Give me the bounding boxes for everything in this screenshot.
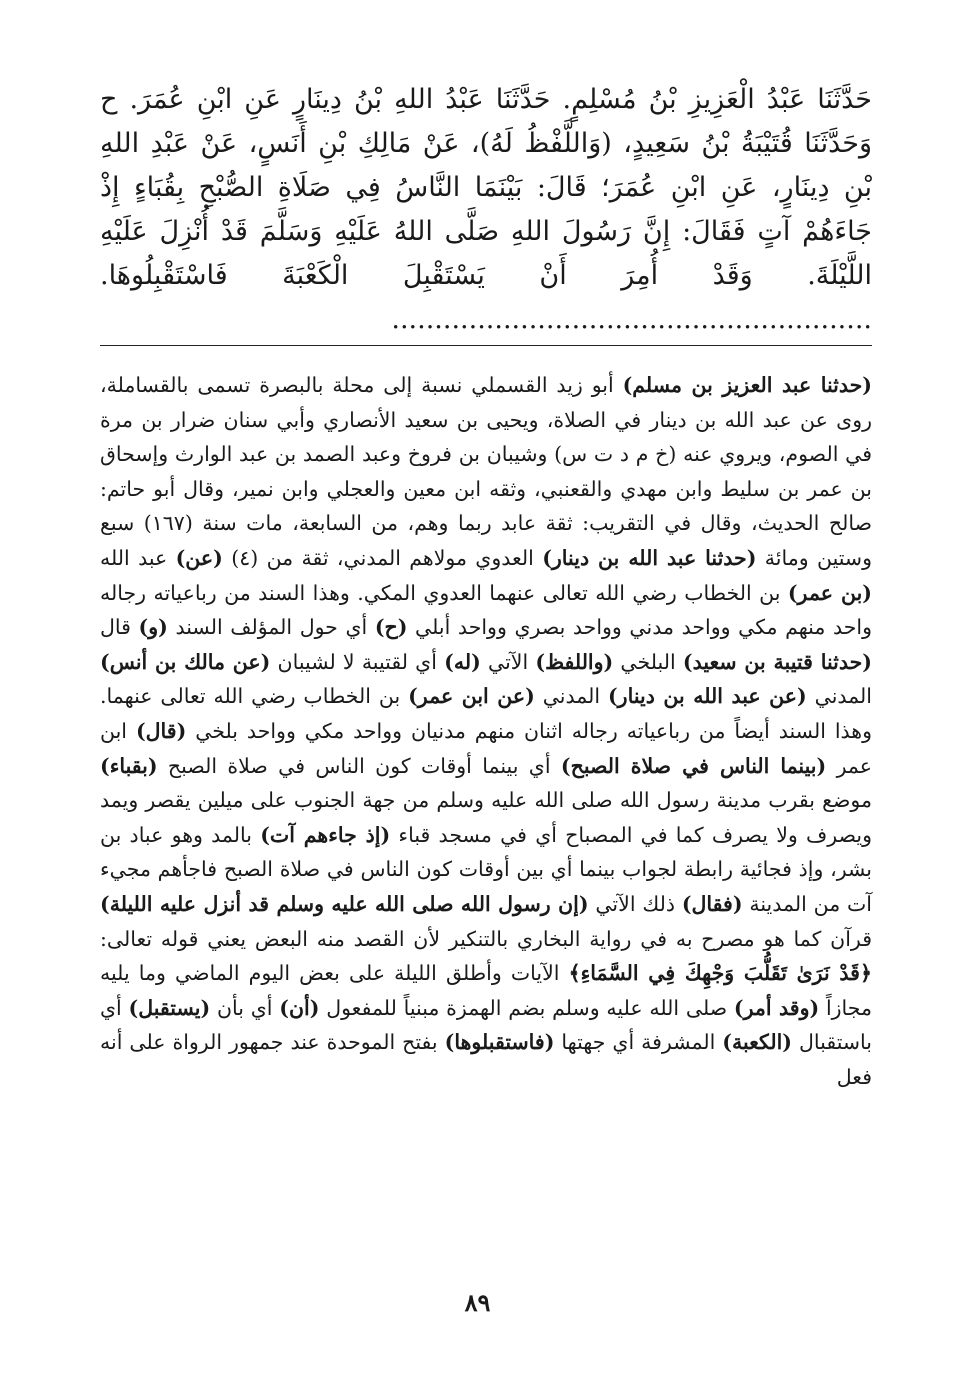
commentary-segment: صلى الله عليه وسلم بضم الهمزة مبنياً للمفعول bbox=[319, 995, 734, 1020]
commentary-bold-term: (بقباء) bbox=[100, 753, 158, 778]
commentary-bold-term: ﴿قَدْ نَرَىٰ تَقَلُّبَ وَجْهِكَ فِي السَّمَاءِ﴾ bbox=[568, 961, 872, 986]
commentary-bold-term: (الكعبة) bbox=[722, 1030, 793, 1055]
commentary-segment: قرآن كما هو مصرح به في رواية البخاري بالتنكير لأن القصد منه البعض يعني قوله تعالى: bbox=[100, 926, 872, 951]
commentary-bold-term: (إذ جاءهم آت) bbox=[260, 822, 391, 847]
page-number: ٨٩ bbox=[464, 1288, 491, 1317]
commentary-bold-term: (عن عبد الله بن دينار) bbox=[607, 684, 807, 709]
commentary-segment: أبو زيد القسملي نسبة إلى محلة بالبصرة تسمى بالقساملة، روى عن عبد الله بن دينار في الصلاة، ويحيى بن سعيد الأنصاري وأبي سنان ضرار بن مرة في الصوم، ويروي عنه (خ م د ت س) وشيبان بن فروخ وعبد الصمد بن عبد الوارث وإسحاق بن عمر بن سليط وابن مهدي والقعنبي، وثقه ابن معين والعجلي وابن نمير، وقال أبو حاتم: صالح الحديث، وقال في التقريب: ثقة عابد ربما وهم، من السابعة، مات سنة (١٦٧) سبع وستين ومائة bbox=[100, 373, 873, 570]
commentary-segment: الآيات وأطلق الليلة على بعض اليوم الماضي وما يليه مجازاً bbox=[100, 961, 873, 1020]
commentary-bold-term: (له) bbox=[444, 649, 481, 674]
commentary-segment: عبد الله bbox=[100, 545, 176, 570]
commentary-bold-term: (حدثنا قتيبة بن سعيد) bbox=[682, 649, 872, 674]
commentary-segment: الآتي bbox=[480, 649, 536, 674]
commentary-segment: بن الخطاب رضي الله تعالى عنهما العدوي المكي. وهذا السند من رباعياته رجاله واحد منهم مكي وواحد مدني وواحد بصري وواحد أبلي bbox=[100, 580, 872, 640]
commentary-segment: بن الخطاب رضي الله تعالى عنهما. وهذا السند أيضاً من رباعياته رجاله اثنان منهم مدنيان وواحد مكي وواحد بلخي bbox=[100, 684, 873, 743]
commentary-bold-term: (فقال) bbox=[681, 891, 743, 916]
commentary-bold-term: (فاستقبلوها) bbox=[444, 1030, 555, 1055]
commentary-segment: ذلك الآتي bbox=[588, 891, 682, 916]
commentary-segment: المدني bbox=[806, 684, 872, 709]
commentary-segment: قال bbox=[100, 615, 139, 640]
commentary-bold-term: (عن ابن عمر) bbox=[408, 684, 535, 709]
commentary-segment: أي لقتيبة لا لشيبان bbox=[270, 649, 445, 674]
commentary-bold-term: (بن عمر) bbox=[787, 580, 872, 605]
commentary-segment: أي بينما أوقات كون الناس في صلاة الصبح bbox=[157, 753, 561, 778]
commentary-bold-term: (و) bbox=[138, 615, 168, 640]
commentary-bold-term: (وقد أمر) bbox=[733, 995, 820, 1020]
commentary-bold-term: (إن رسول الله صلى الله عليه وسلم قد أنزل عليه الليلة) bbox=[100, 891, 589, 916]
footnote-divider bbox=[100, 345, 872, 346]
hadith-text: حَدَّثَنَا عَبْدُ الْعَزِيزِ بْنُ مُسْلِمٍ. حَدَّثَنَا عَبْدُ اللهِ بْنُ دِينَارٍ عَنِ ابْنِ عُمَرَ. ح وَحَدَّثَنَا قُتَيْبَةُ بْنُ سَعِيدٍ، (وَاللَّفْظُ لَهُ)، عَنْ مَالِكِ بْنِ أَنَسٍ، عَنْ عَبْدِ اللهِ بْنِ دِينَارٍ، عَنِ ابْنِ عُمَرَ؛ قَالَ: بَيْنَمَا النَّاسُ فِي صَلَاةِ الصُّبْحِ بِقُبَاءٍ إِذْ جَاءَهُمْ آتٍ فَقَالَ: إِنَّ رَسُولَ اللهِ صَلَّى اللهُ عَلَيْهِ وَسَلَّمَ قَدْ أُنْزِلَ عَلَيْهِ اللَّيْلَةَ. وَقَدْ أُمِرَ أَنْ يَسْتَقْبِلَ الْكَعْبَةَ فَاسْتَقْبِلُوهَا. ........................................................ bbox=[100, 84, 872, 335]
commentary-segment: البلخي bbox=[613, 649, 683, 674]
commentary-bold-term: (حدثنا عبد العزيز بن مسلم) bbox=[622, 373, 872, 397]
commentary-bold-term: (أن) bbox=[279, 995, 320, 1020]
commentary-bold-term: (حدثنا عبد الله بن دينار) bbox=[542, 545, 757, 570]
commentary-text bbox=[100, 368, 872, 1094]
commentary-segment: أي باستقبال bbox=[100, 995, 873, 1055]
commentary-segment: ابن عمر bbox=[100, 718, 872, 778]
commentary-bold-term: (ح) bbox=[374, 615, 408, 640]
commentary-bold-term: (واللفظ) bbox=[535, 649, 614, 674]
commentary-segment: العدوي مولاهم المدني، ثقة من (٤) bbox=[222, 545, 543, 570]
commentary-bold-term: (عن مالك بن أنس) bbox=[100, 649, 271, 674]
commentary-segment: المشرفة أي جهتها bbox=[554, 1030, 723, 1055]
commentary-segment: بالمد وهو عباد بن بشر، وإذ فجائية رابطة لجواب بينما أي بين أوقات كون الناس في صلاة الصبح فاجأهم مجيء آت من المدينة bbox=[100, 822, 872, 916]
commentary-segment: موضع بقرب مدينة رسول الله صلى الله عليه وسلم من جهة الجنوب على ميلين يقصر ويمد ويصرف ولا يصرف كما في المصباح أي في مسجد قباء bbox=[100, 788, 872, 847]
commentary-bold-term: (عن) bbox=[175, 545, 223, 570]
commentary-segment: المدني bbox=[534, 684, 608, 709]
commentary-bold-term: (يستقبل) bbox=[128, 995, 211, 1020]
commentary-segment: أي حول المؤلف السند bbox=[167, 615, 375, 640]
commentary-segment: بفتح الموحدة عند جمهور الرواة على أنه فعل bbox=[100, 1030, 872, 1089]
commentary-bold-term: (بينما الناس في صلاة الصبح) bbox=[560, 753, 827, 778]
hadith-block bbox=[100, 78, 872, 342]
commentary-segment: أي بأن bbox=[210, 995, 280, 1020]
commentary-bold-term: (قال) bbox=[135, 718, 187, 743]
